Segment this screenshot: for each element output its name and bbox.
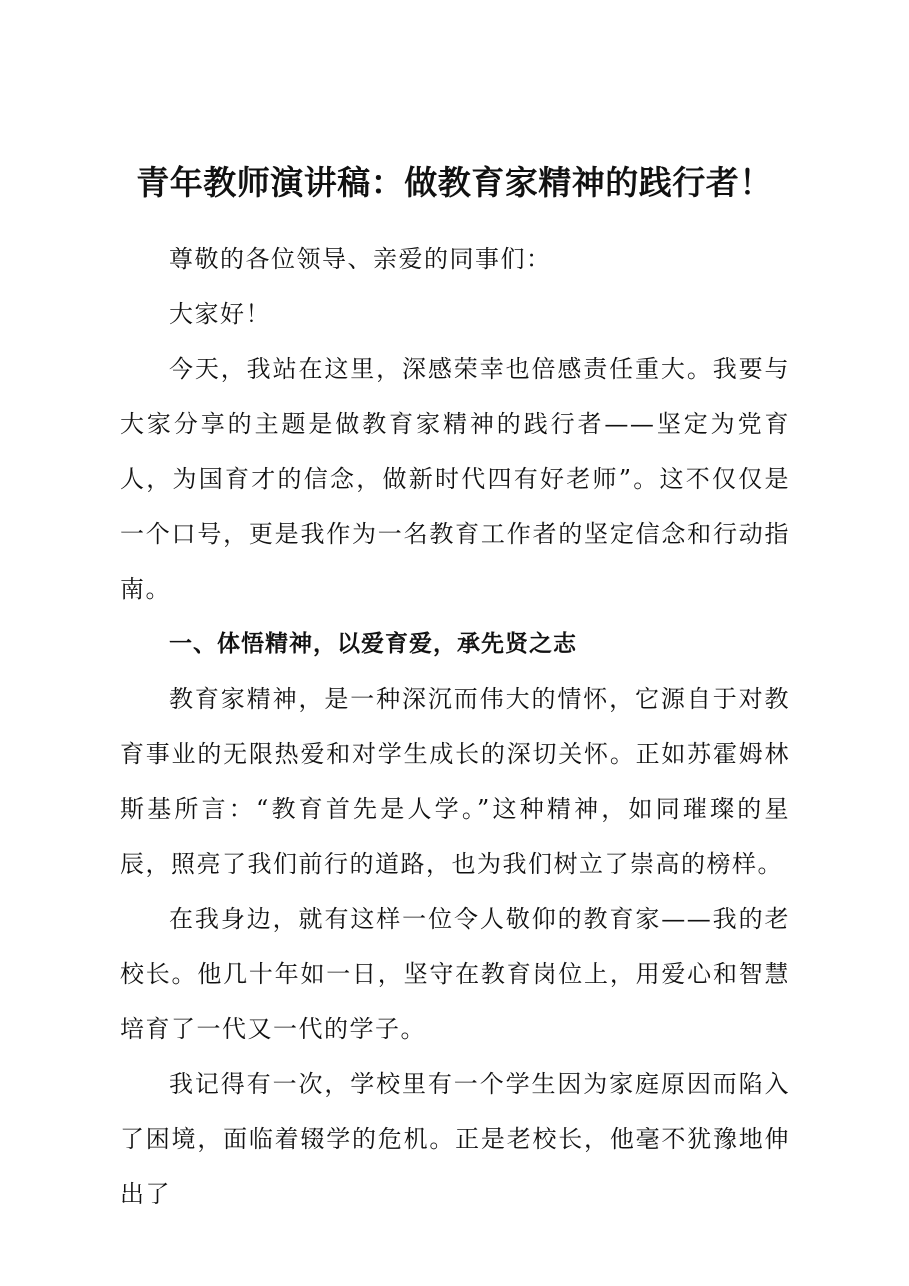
section-heading: 一、体悟精神，以爱育爱，承先贤之志 (169, 631, 577, 657)
paragraph-section-3: 我记得有一次，学校里有一个学生因为家庭原因而陷入了困境，面临着辍学的危机。正是老校长，他毫不犹豫地伸出了 (120, 1070, 790, 1208)
paragraph-section-2: 在我身边，就有这样一位令人敬仰的教育家——我的老校长。他几十年如一日，坚守在教育岗位上，用爱心和智慧培育了一代又一代的学子。 (120, 905, 790, 1043)
paragraph-intro: 今天，我站在这里，深感荣幸也倍感责任重大。我要与大家分享的主题是做教育家精神的践行者——坚定为党育人，为国育才的信念，做新时代四有好老师”。这不仅仅是一个口号，更是我作为一名教育工作者的坚定信念和行动指南。 (120, 355, 790, 603)
document-body (120, 232, 790, 1222)
document-title: 青年教师演讲稿：做教育家精神的践行者！ (136, 163, 773, 202)
paragraph-section-1: 教育家精神，是一种深沉而伟大的情怀，它源自于对教育事业的无限热爱和对学生成长的深切关怀。正如苏霍姆林斯基所言：“教育首先是人学。”这种精神，如同璀璨的星辰，照亮了我们前行的道路，也为我们树立了崇高的榜样。 (120, 685, 790, 878)
greeting: 大家好！ (169, 300, 271, 328)
salutation: 尊敬的各位领导、亲爱的同事们： (169, 245, 552, 273)
